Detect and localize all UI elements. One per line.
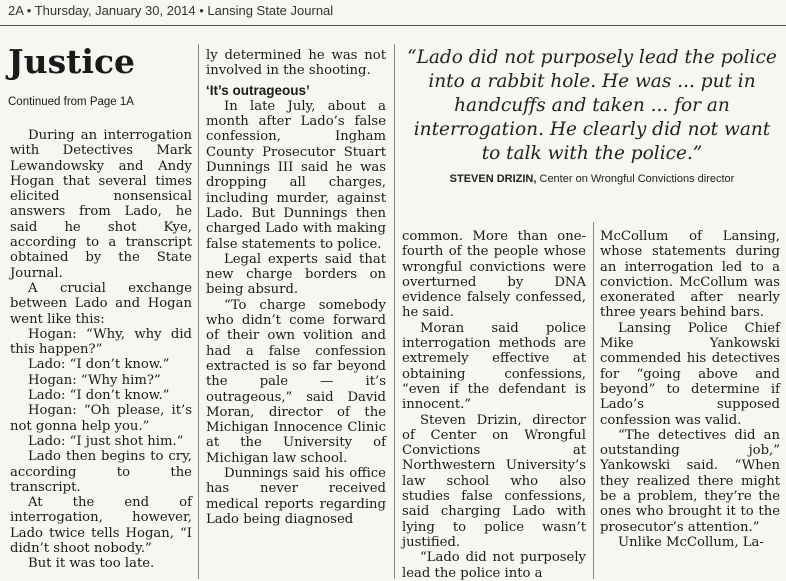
pull-quote-credit (402, 173, 782, 185)
column-rule (593, 222, 594, 579)
column-2 (206, 48, 386, 527)
paragraph: “To charge somebody who didn’t come forward of their own volition and had a false confession extracted is so far beyond the pale — it’s outrageous,” said David Moran, director of the Michigan Innocence Clinic at the University of Michigan law school. (206, 297, 386, 466)
paragraph: Lado: “I just shot him.” (28, 433, 184, 449)
paragraph: Lansing Police Chief Mike Yankowski commended his detectives for “going above and beyond” to determine if Lado’s supposed confession was valid. (600, 320, 780, 428)
column-rule (198, 44, 199, 579)
paragraph: In late July, about a month after Lado’s false confession, Ingham County Prosecutor Stuart Dunnings III said he was dropping all charges, including murder, against Lado. But Dunnings then charged Lado with making false statements to police. (206, 98, 386, 252)
paragraph: Legal experts said that new charge borders on being absurd. (206, 251, 386, 298)
paragraph: ly determined he was not involved in the shooting. (206, 48, 386, 79)
credit-name: STEVEN DRIZIN, (449, 173, 537, 185)
paragraph: common. More than one-fourth of the people whose wrongful convictions were overturned by DNA evidence falsely confessed, he said. (402, 229, 586, 321)
paragraph: Lado: “I don’t know.” (28, 388, 170, 404)
paragraph: Hogan: “Oh please, it’s not gonna help you.” (10, 403, 192, 434)
paragraph: “Lado did not purposely lead the police into a (402, 550, 586, 581)
column-3 (402, 229, 586, 581)
paragraph: But it was too late. (28, 556, 155, 572)
folio: 2A • Thursday, January 30, 2014 • Lansing State Journal (8, 3, 334, 18)
headline: Justice (8, 42, 136, 81)
paragraph: Hogan: “Why, why did this happen?” (10, 326, 192, 358)
paragraph: Unlike McCollum, La- (618, 534, 764, 550)
column-1 (10, 128, 192, 572)
paragraph: Moran said police interrogation methods are extremely effective at obtaining confessions, “even if the defendant is innocent.” (402, 320, 586, 413)
paragraph: “The detectives did an outstanding job,” Yankowski said. “When they realized there might be a problem, they’re the ones who brought it to the prosecutor’s attention.” (600, 427, 780, 535)
pull-quote: “Lado did not purposely lead the police into a rabbit hole. He was ... put in handcuffs and taken ... for an interrogation. He clearly did not want to talk with the police.” (407, 47, 777, 164)
subhead: ‘It’s outrageous’ (206, 82, 310, 98)
paragraph: Lado then begins to cry, according to the transcript. (10, 449, 192, 495)
folio-rule (0, 25, 786, 26)
paragraph: A crucial exchange between Lado and Hogan went like this: (10, 280, 192, 327)
paragraph: McCollum of Lansing, whose statements during an interrogation led to a conviction. McCollum was exonerated after nearly three years behind bars. (600, 229, 780, 321)
paragraph: Steven Drizin, director of Center on Wrongful Convictions at Northwestern University’s law school who also studies false confessions, said charging Lado with lying to police wasn’t justified. (402, 412, 586, 550)
credit-title: Center on Wrongful Convictions director (539, 173, 735, 185)
column-rule (394, 44, 395, 579)
jump-line: Continued from Page 1A (8, 96, 134, 108)
paragraph: Dunnings said his office has never received medical reports regarding Lado being diagnosed (206, 466, 386, 527)
paragraph: Hogan: “Why him?” (28, 372, 161, 388)
paragraph: Lado: “I don’t know.” (28, 357, 170, 373)
paragraph: At the end of interrogation, however, Lado twice tells Hogan, “I didn’t shoot nobody.” (10, 495, 192, 557)
column-4 (600, 229, 780, 550)
paragraph: During an interrogation with Detectives Mark Lewandowsky and Andy Hogan that several times elicited nonsensical answers from Lado, he said he shot Kye, according to a transcript obtained by the State Journal. (10, 128, 192, 281)
